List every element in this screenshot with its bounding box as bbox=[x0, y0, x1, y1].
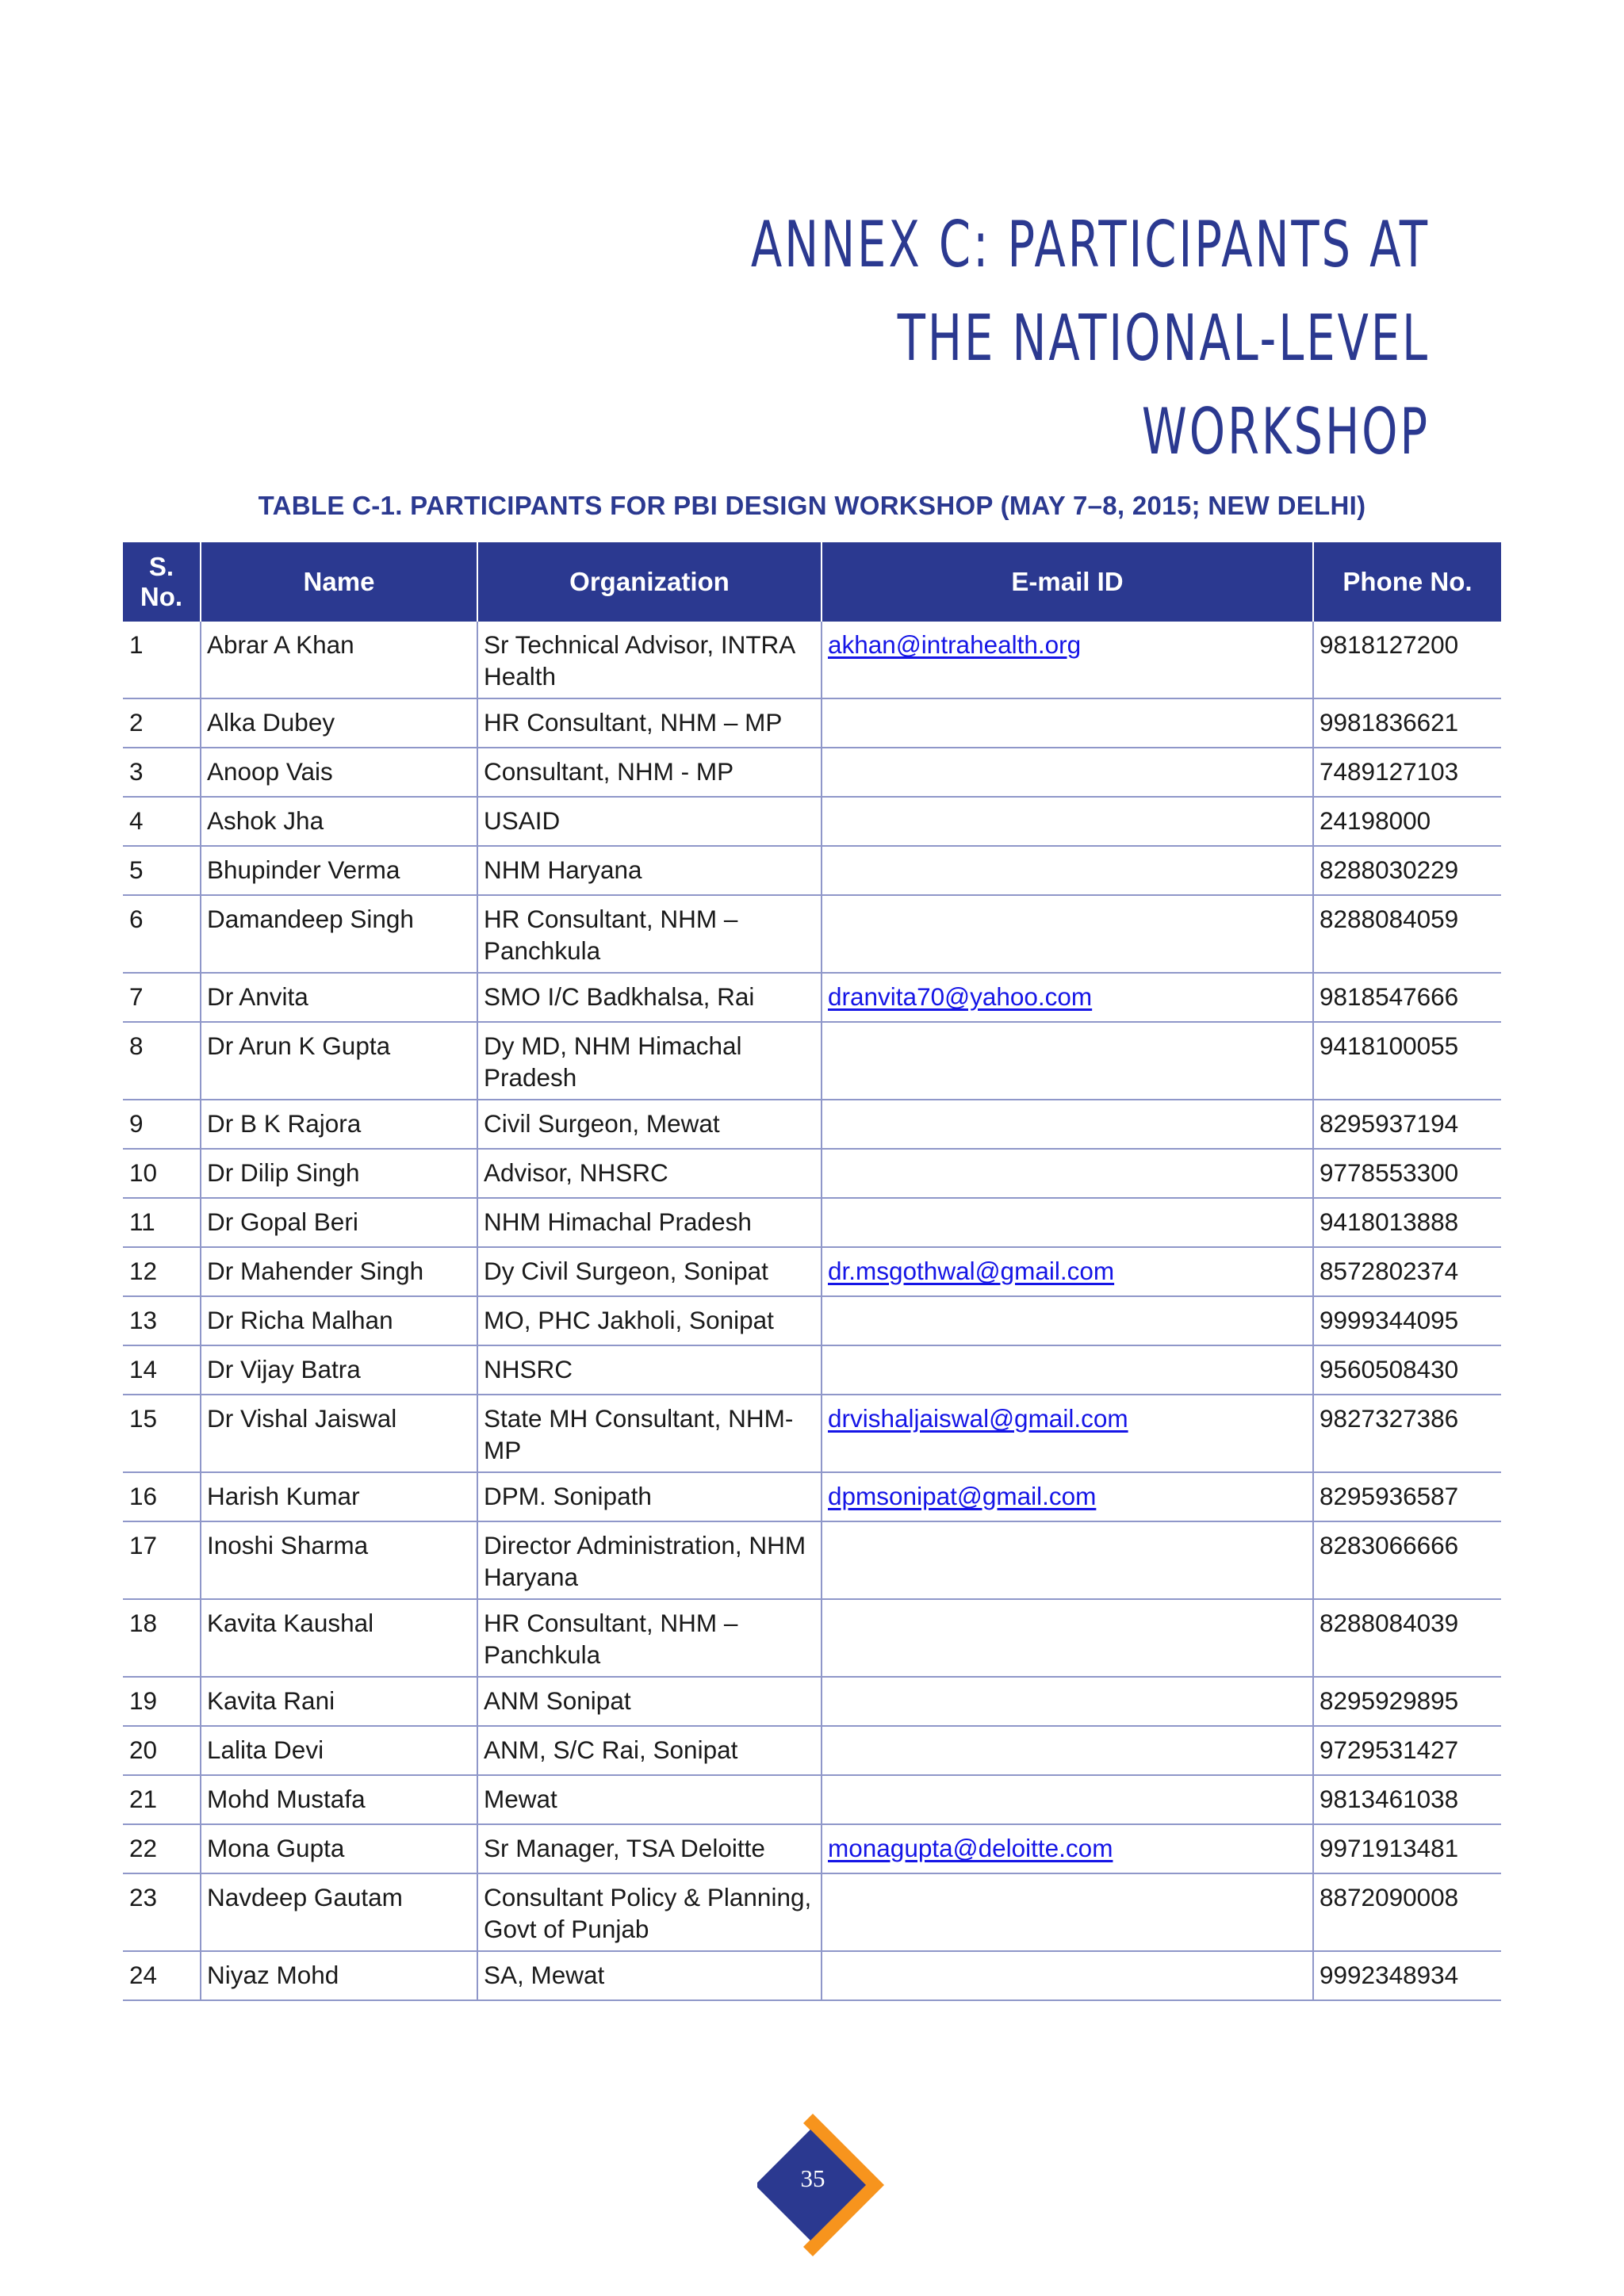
cell-organization: Sr Manager, TSA Deloitte bbox=[477, 1824, 822, 1873]
cell-phone: 9818127200 bbox=[1313, 622, 1501, 698]
cell-sno: 19 bbox=[123, 1677, 201, 1726]
cell-phone: 9999344095 bbox=[1313, 1296, 1501, 1345]
table-row bbox=[123, 1149, 1501, 1198]
cell-email bbox=[822, 698, 1313, 748]
cell-sno: 7 bbox=[123, 973, 201, 1022]
cell-organization: HR Consultant, NHM – MP bbox=[477, 698, 822, 748]
cell-phone: 9818547666 bbox=[1313, 973, 1501, 1022]
cell-organization: USAID bbox=[477, 797, 822, 846]
table-caption: TABLE C-1. PARTICIPANTS FOR PBI DESIGN WORKSHOP (MAY 7–8, 2015; NEW DELHI) bbox=[258, 491, 1366, 520]
cell-phone: 8288084059 bbox=[1313, 895, 1501, 973]
table-row bbox=[123, 797, 1501, 846]
cell-phone: 9827327386 bbox=[1313, 1395, 1501, 1472]
cell-phone: 9729531427 bbox=[1313, 1726, 1501, 1775]
cell-name: Dr B K Rajora bbox=[201, 1100, 477, 1149]
cell-sno: 22 bbox=[123, 1824, 201, 1873]
table-row bbox=[123, 1726, 1501, 1775]
cell-name: Navdeep Gautam bbox=[201, 1873, 477, 1951]
cell-name: Niyaz Mohd bbox=[201, 1951, 477, 2000]
table-row bbox=[123, 1198, 1501, 1247]
table-row bbox=[123, 1951, 1501, 2000]
cell-email bbox=[822, 846, 1313, 895]
cell-organization: HR Consultant, NHM – Panchkula bbox=[477, 1599, 822, 1677]
table-row bbox=[123, 622, 1501, 698]
cell-name: Dr Anvita bbox=[201, 973, 477, 1022]
cell-organization: Advisor, NHSRC bbox=[477, 1149, 822, 1198]
cell-name: Dr Vijay Batra bbox=[201, 1345, 477, 1395]
email-link[interactable]: akhan@intrahealth.org bbox=[828, 630, 1082, 659]
cell-sno: 18 bbox=[123, 1599, 201, 1677]
cell-organization: Consultant, NHM - MP bbox=[477, 748, 822, 797]
cell-name: Alka Dubey bbox=[201, 698, 477, 748]
header-phone: Phone No. bbox=[1313, 542, 1501, 622]
annex-title bbox=[630, 198, 1430, 479]
cell-organization: ANM Sonipat bbox=[477, 1677, 822, 1726]
cell-sno: 5 bbox=[123, 846, 201, 895]
cell-email bbox=[822, 973, 1313, 1022]
table-row bbox=[123, 1395, 1501, 1472]
header-sno-line2: No. bbox=[140, 582, 183, 611]
cell-name: Dr Mahender Singh bbox=[201, 1247, 477, 1296]
cell-sno: 17 bbox=[123, 1521, 201, 1599]
cell-phone: 7489127103 bbox=[1313, 748, 1501, 797]
cell-sno: 12 bbox=[123, 1247, 201, 1296]
cell-organization: Director Administration, NHM Haryana bbox=[477, 1521, 822, 1599]
cell-organization: ANM, S/C Rai, Sonipat bbox=[477, 1726, 822, 1775]
cell-name: Kavita Rani bbox=[201, 1677, 477, 1726]
table-row bbox=[123, 1775, 1501, 1824]
cell-phone: 8572802374 bbox=[1313, 1247, 1501, 1296]
header-name: Name bbox=[201, 542, 477, 622]
cell-email bbox=[822, 1345, 1313, 1395]
cell-phone: 8283066666 bbox=[1313, 1521, 1501, 1599]
cell-email bbox=[822, 1599, 1313, 1677]
cell-sno: 3 bbox=[123, 748, 201, 797]
cell-sno: 2 bbox=[123, 698, 201, 748]
cell-name: Kavita Kaushal bbox=[201, 1599, 477, 1677]
cell-sno: 11 bbox=[123, 1198, 201, 1247]
cell-sno: 9 bbox=[123, 1100, 201, 1149]
header-organization: Organization bbox=[477, 542, 822, 622]
cell-phone: 8295936587 bbox=[1313, 1472, 1501, 1521]
table-row bbox=[123, 698, 1501, 748]
table-row bbox=[123, 1022, 1501, 1100]
cell-phone: 9778553300 bbox=[1313, 1149, 1501, 1198]
cell-phone: 9560508430 bbox=[1313, 1345, 1501, 1395]
cell-email bbox=[822, 1395, 1313, 1472]
cell-name: Ashok Jha bbox=[201, 797, 477, 846]
cell-email bbox=[822, 1472, 1313, 1521]
cell-phone: 9418013888 bbox=[1313, 1198, 1501, 1247]
cell-email bbox=[822, 748, 1313, 797]
cell-name: Dr Vishal Jaiswal bbox=[201, 1395, 477, 1472]
cell-email bbox=[822, 1677, 1313, 1726]
cell-name: Mohd Mustafa bbox=[201, 1775, 477, 1824]
cell-sno: 15 bbox=[123, 1395, 201, 1472]
cell-sno: 13 bbox=[123, 1296, 201, 1345]
email-link[interactable]: dranvita70@yahoo.com bbox=[828, 982, 1093, 1011]
cell-phone: 8295929895 bbox=[1313, 1677, 1501, 1726]
cell-organization: DPM. Sonipath bbox=[477, 1472, 822, 1521]
cell-email bbox=[822, 1775, 1313, 1824]
cell-organization: Consultant Policy & Planning, Govt of Punjab bbox=[477, 1873, 822, 1951]
page-number: 35 bbox=[800, 2164, 825, 2192]
cell-organization: Dy Civil Surgeon, Sonipat bbox=[477, 1247, 822, 1296]
table-row bbox=[123, 1247, 1501, 1296]
cell-organization: SA, Mewat bbox=[477, 1951, 822, 2000]
table-header-row bbox=[123, 542, 1501, 622]
cell-phone: 9813461038 bbox=[1313, 1775, 1501, 1824]
cell-sno: 24 bbox=[123, 1951, 201, 2000]
cell-email bbox=[822, 797, 1313, 846]
cell-sno: 14 bbox=[123, 1345, 201, 1395]
table-row bbox=[123, 973, 1501, 1022]
table-row bbox=[123, 1521, 1501, 1599]
cell-organization: Civil Surgeon, Mewat bbox=[477, 1100, 822, 1149]
table-row bbox=[123, 1345, 1501, 1395]
cell-name: Harish Kumar bbox=[201, 1472, 477, 1521]
cell-name: Lalita Devi bbox=[201, 1726, 477, 1775]
cell-sno: 6 bbox=[123, 895, 201, 973]
table-row bbox=[123, 1100, 1501, 1149]
cell-organization: NHM Haryana bbox=[477, 846, 822, 895]
cell-organization: Dy MD, NHM Himachal Pradesh bbox=[477, 1022, 822, 1100]
email-link[interactable]: drvishaljaiswal@gmail.com bbox=[828, 1404, 1128, 1433]
cell-email bbox=[822, 1873, 1313, 1951]
header-email: E-mail ID bbox=[822, 542, 1313, 622]
cell-email bbox=[822, 622, 1313, 698]
cell-email bbox=[822, 1198, 1313, 1247]
cell-name: Dr Gopal Beri bbox=[201, 1198, 477, 1247]
email-link[interactable]: dr.msgothwal@gmail.com bbox=[828, 1257, 1115, 1285]
cell-phone: 8288030229 bbox=[1313, 846, 1501, 895]
table-row bbox=[123, 1873, 1501, 1951]
cell-sno: 23 bbox=[123, 1873, 201, 1951]
cell-phone: 9418100055 bbox=[1313, 1022, 1501, 1100]
cell-organization: Mewat bbox=[477, 1775, 822, 1824]
cell-organization: NHSRC bbox=[477, 1345, 822, 1395]
cell-email bbox=[822, 1022, 1313, 1100]
cell-phone: 8872090008 bbox=[1313, 1873, 1501, 1951]
table-row bbox=[123, 1677, 1501, 1726]
table-body bbox=[123, 622, 1501, 2000]
table-row bbox=[123, 748, 1501, 797]
table-row bbox=[123, 895, 1501, 973]
header-sno-line1: S. bbox=[148, 552, 174, 582]
cell-email bbox=[822, 1726, 1313, 1775]
cell-name: Inoshi Sharma bbox=[201, 1521, 477, 1599]
cell-sno: 10 bbox=[123, 1149, 201, 1198]
cell-phone: 9981836621 bbox=[1313, 698, 1501, 748]
cell-email bbox=[822, 1247, 1313, 1296]
cell-name: Anoop Vais bbox=[201, 748, 477, 797]
cell-organization: MO, PHC Jakholi, Sonipat bbox=[477, 1296, 822, 1345]
cell-name: Abrar A Khan bbox=[201, 622, 477, 698]
cell-email bbox=[822, 1951, 1313, 2000]
annex-title-line1: ANNEX C: PARTICIPANTS AT bbox=[750, 208, 1430, 281]
table-row bbox=[123, 1296, 1501, 1345]
cell-email bbox=[822, 1100, 1313, 1149]
table-row bbox=[123, 1472, 1501, 1521]
cell-organization: SMO I/C Badkhalsa, Rai bbox=[477, 973, 822, 1022]
cell-email bbox=[822, 1521, 1313, 1599]
cell-organization: NHM Himachal Pradesh bbox=[477, 1198, 822, 1247]
cell-sno: 8 bbox=[123, 1022, 201, 1100]
cell-sno: 21 bbox=[123, 1775, 201, 1824]
participants-table bbox=[123, 542, 1501, 2001]
cell-name: Dr Dilip Singh bbox=[201, 1149, 477, 1198]
cell-name: Bhupinder Verma bbox=[201, 846, 477, 895]
cell-name: Dr Arun K Gupta bbox=[201, 1022, 477, 1100]
email-link[interactable]: monagupta@deloitte.com bbox=[828, 1834, 1113, 1862]
table-row bbox=[123, 1824, 1501, 1873]
table-row bbox=[123, 846, 1501, 895]
cell-phone: 8295937194 bbox=[1313, 1100, 1501, 1149]
table-row bbox=[123, 1599, 1501, 1677]
header-sno bbox=[123, 542, 201, 622]
cell-sno: 16 bbox=[123, 1472, 201, 1521]
cell-sno: 20 bbox=[123, 1726, 201, 1775]
cell-email bbox=[822, 1824, 1313, 1873]
cell-name: Dr Richa Malhan bbox=[201, 1296, 477, 1345]
annex-title-line2: THE NATIONAL-LEVEL WORKSHOP bbox=[897, 301, 1430, 469]
cell-sno: 4 bbox=[123, 797, 201, 846]
email-link[interactable]: dpmsonipat@gmail.com bbox=[828, 1482, 1097, 1510]
cell-organization: HR Consultant, NHM – Panchkula bbox=[477, 895, 822, 973]
cell-email bbox=[822, 1296, 1313, 1345]
cell-phone: 8288084039 bbox=[1313, 1599, 1501, 1677]
cell-phone: 9971913481 bbox=[1313, 1824, 1501, 1873]
cell-organization: State MH Consultant, NHM-MP bbox=[477, 1395, 822, 1472]
cell-email bbox=[822, 1149, 1313, 1198]
cell-sno: 1 bbox=[123, 622, 201, 698]
cell-email bbox=[822, 895, 1313, 973]
cell-phone: 9992348934 bbox=[1313, 1951, 1501, 2000]
cell-name: Damandeep Singh bbox=[201, 895, 477, 973]
cell-phone: 24198000 bbox=[1313, 797, 1501, 846]
cell-organization: Sr Technical Advisor, INTRA Health bbox=[477, 622, 822, 698]
cell-name: Mona Gupta bbox=[201, 1824, 477, 1873]
